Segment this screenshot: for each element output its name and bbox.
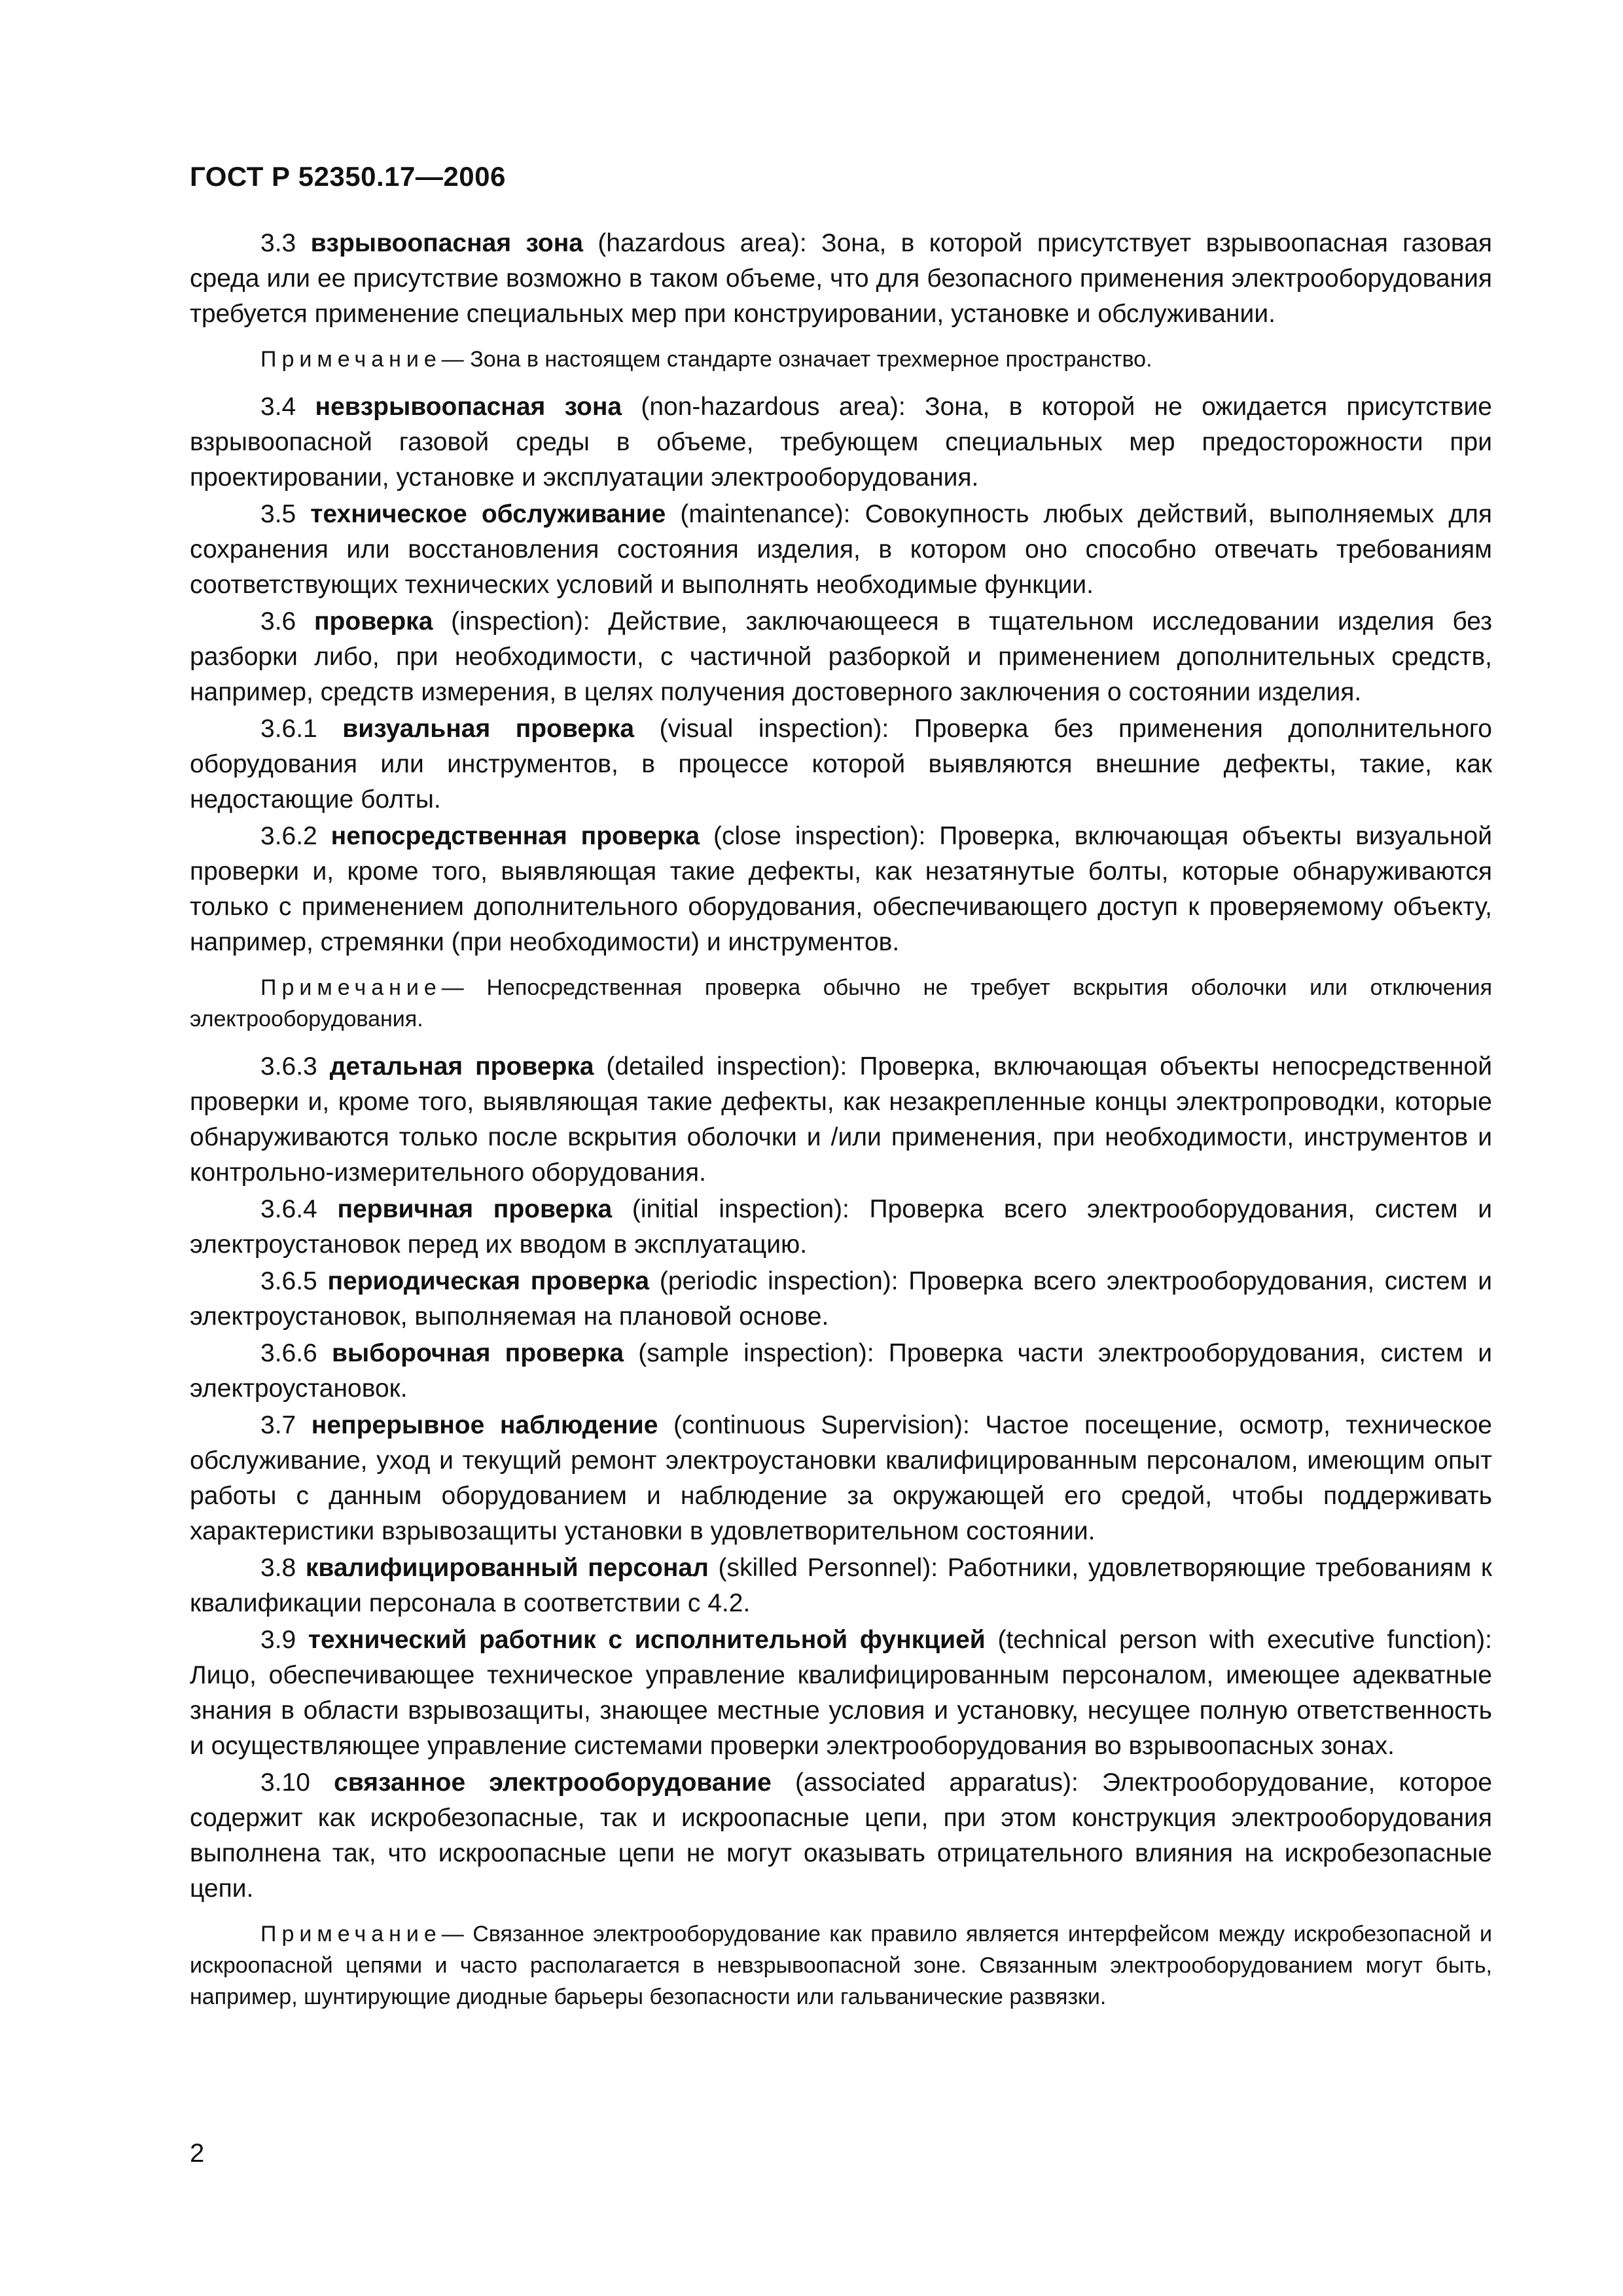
term: периодическая проверка — [327, 1267, 650, 1295]
note-3-6-2 — [190, 972, 1492, 1035]
definition-text: Совокупность любых действий, выполняемых для сохранения или восстановления состояния изделия, в котором оно способно отвечать требованиям соответствующих технических условий и выполнять необходимые функции. — [190, 500, 1492, 599]
term-english: (hazardous area): — [597, 229, 807, 257]
clause-number: 3.6.5 — [260, 1267, 317, 1295]
term: проверка — [314, 607, 433, 636]
definition-text: Проверка, включающая объекты непосредственной проверки и, кроме того, выявляющая такие дефекты, как незакрепленные концы электропроводки, которые обнаруживаются только после вскрытия оболочки и /или применения, при необходимости, инструментов и контрольно-измерительного оборудования. — [190, 1052, 1493, 1187]
clause-number: 3.3 — [260, 229, 296, 257]
clause-number: 3.6.6 — [260, 1339, 317, 1367]
term: связанное электрооборудование — [334, 1768, 772, 1797]
definition-3-10 — [190, 1765, 1492, 1907]
definition-3-5 — [190, 497, 1492, 603]
definition-3-9 — [190, 1623, 1492, 1764]
term: непосредственная проверка — [330, 822, 700, 850]
definition-3-6-1 — [190, 711, 1492, 817]
term: невзрывоопасная зона — [315, 393, 622, 421]
definition-text: Проверка, включающая объекты визуальной проверки и, кроме того, выявляющая такие дефекты, как незатянутые болты, которые обнаруживаются только с применением дополнительного оборудования, обеспечивающего доступ к проверяемому объекту, например, стремянки (при необходимости) и инструментов. — [190, 822, 1493, 956]
note-label: Примечание — [260, 1922, 442, 1946]
definition-3-6-2 — [190, 819, 1492, 960]
term-english: (close inspection): — [713, 822, 926, 850]
note-label: Примечание — [260, 975, 442, 1000]
definition-3-4 — [190, 389, 1492, 495]
term-english: (detailed inspection): — [606, 1052, 847, 1081]
definition-text: Проверка всего электрооборудования, систем и электроустановок перед их вводом в эксплуатацию. — [190, 1195, 1493, 1259]
clause-number: 3.6 — [260, 607, 296, 636]
note-3-10 — [190, 1918, 1492, 2013]
term-english: (technical person with executive function): — [997, 1626, 1492, 1654]
definition-text: Зона, в которой не ожидается присутствие взрывоопасной газовой среды в объеме, требующем специальных мер предосторожности при проектировании, установке и эксплуатации электрооборудования. — [190, 393, 1492, 492]
term-english: (non-hazardous area): — [641, 393, 906, 421]
definition-3-3 — [190, 226, 1492, 332]
definition-3-8 — [190, 1551, 1492, 1621]
clause-number: 3.4 — [260, 393, 296, 421]
term-english: (initial inspection): — [632, 1195, 849, 1223]
term-english: (continuous Supervision): — [673, 1411, 970, 1439]
definition-text: Работники, удовлетворяющие требованиям к квалификации персонала в соответствии с 4.2. — [190, 1554, 1492, 1617]
definition-text: Частое посещение, осмотр, техническое обслуживание, уход и текущий ремонт электроустановки квалифицированным персоналом, имеющим опыт работы с данным оборудованием и наблюдение за окружающей его средой, чтобы поддерживать характеристики взрывозащиты установки в удовлетворительном состоянии. — [190, 1411, 1492, 1545]
note-label: Примечание — [260, 347, 442, 372]
term: первичная проверка — [337, 1195, 613, 1223]
definition-text: Проверка всего электрооборудования, систем и электроустановок, выполняемая на плановой основе. — [190, 1267, 1492, 1331]
clause-number: 3.9 — [260, 1626, 296, 1654]
term-english: (inspection): — [451, 607, 590, 636]
clause-number: 3.8 — [260, 1554, 296, 1582]
term-english: (associated apparatus): — [794, 1768, 1079, 1797]
clause-number: 3.6.1 — [260, 715, 317, 743]
clause-number: 3.6.4 — [260, 1195, 317, 1223]
definition-text: Лицо, обеспечивающее техническое управление квалифицированным персоналом, имеющее адекватные знания в области взрывозащиты, знающее местные условия и установку, несущее полную ответственность и осуществляющее управление системами проверки электрооборудования во взрывоопасных зонах. — [190, 1661, 1492, 1760]
definition-3-6-3 — [190, 1049, 1492, 1191]
clause-number: 3.10 — [260, 1768, 310, 1797]
clause-number: 3.7 — [260, 1411, 296, 1439]
term-english: (visual inspection): — [659, 715, 889, 743]
page-number: 2 — [190, 2139, 205, 2168]
document-body — [190, 226, 1492, 2027]
term: технический работник с исполнительной функцией — [308, 1626, 986, 1654]
term: квалифицированный персонал — [305, 1554, 709, 1582]
term: детальная проверка — [329, 1052, 594, 1081]
term-english: (sample inspection): — [638, 1339, 874, 1367]
term-english: (maintenance): — [680, 500, 851, 528]
clause-number: 3.6.3 — [260, 1052, 317, 1081]
definition-3-6-5 — [190, 1264, 1492, 1335]
term: выборочная проверка — [331, 1339, 624, 1367]
definition-text: Проверка части электрооборудования, систем и электроустановок. — [190, 1339, 1493, 1403]
definition-3-6-6 — [190, 1336, 1492, 1407]
note-text: — Связанное электрооборудование как правило является интерфейсом между искробезопасной и искроопасной цепями и часто располагается в невзрывоопасной зоне. Связанным электрооборудованием могут быть, например, шунтирующие диодные барьеры безопасности или гальванические развязки. — [190, 1922, 1492, 2009]
term: непрерывное наблюдение — [311, 1411, 658, 1439]
definition-3-6-4 — [190, 1192, 1492, 1263]
term-english: (skilled Personnel): — [718, 1554, 938, 1582]
definition-text: Проверка без применения дополнительного оборудования или инструментов, в процессе которой выявляются внешние дефекты, такие, как недостающие болты. — [190, 715, 1492, 814]
note-text: — Зона в настоящем стандарте означает трехмерное пространство. — [441, 347, 1152, 372]
term: техническое обслуживание — [310, 500, 666, 528]
term-english: (periodic inspection): — [659, 1267, 899, 1295]
clause-number: 3.5 — [260, 500, 296, 528]
definition-text: Электрооборудование, которое содержит как искробезопасные, так и искроопасные цепи, при этом конструкция электрооборудования выполнена так, что искроопасные цепи не могут оказывать отрицательного влияния на искробезопасные цепи. — [190, 1768, 1493, 1903]
term: визуальная проверка — [342, 715, 635, 743]
clause-number: 3.6.2 — [260, 822, 317, 850]
definition-3-6 — [190, 604, 1492, 710]
definition-text: Зона, в которой присутствует взрывоопасная газовая среда или ее присутствие возможно в таком объеме, что для безопасного применения электрооборудования требуется применение специальных мер при конструировании, установке и обслуживании. — [190, 229, 1492, 328]
definition-3-7 — [190, 1408, 1492, 1549]
document-code-header: ГОСТ Р 52350.17—2006 — [190, 161, 506, 192]
note-text: — Непосредственная проверка обычно не требует вскрытия оболочки или отключения электрооборудования. — [190, 975, 1492, 1031]
definition-text: Действие, заключающееся в тщательном исследовании изделия без разборки либо, при необходимости, с частичной разборкой и применением дополнительных средств, например, средств измерения, в целях получения достоверного заключения о состоянии изделия. — [190, 607, 1492, 706]
term: взрывоопасная зона — [310, 229, 583, 257]
note-3-3 — [190, 344, 1492, 375]
